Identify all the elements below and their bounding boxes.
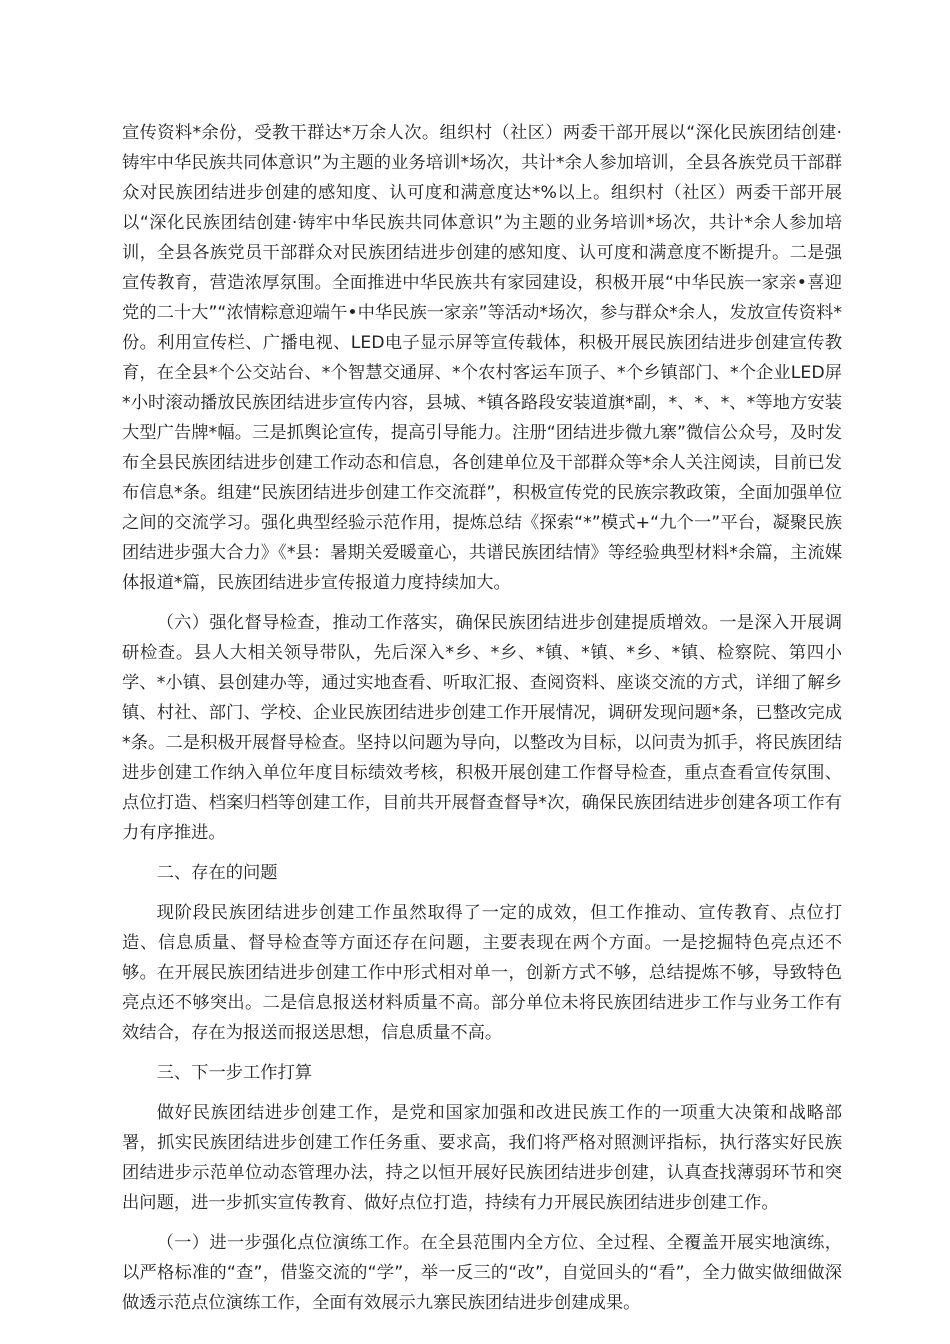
paragraph-problems: 现阶段民族团结进步创建工作虽然取得了一定的成效，但工作推动、宣传教育、点位打造、信息质量、督导检查等方面还存在问题，主要表现在两个方面。一是挖掘特色亮点还不够。在开展民族团结进步创建工作中形式相对单一，创新方式不够，总结提炼不够，导致特色亮点还不够突出。二是信息报送材料质量不高。部分单位未将民族团结进步工作与业务工作有效结合，存在为报送而报送思想，信息质量不高。: [122, 903, 842, 1043]
document-page: [122, 118, 842, 1328]
section-heading-next-steps: 三、下一步工作打算: [156, 1063, 313, 1083]
section-heading-problems: 二、存在的问题: [156, 863, 278, 883]
paragraph-supervision-inspection: （六）强化督导检查，推动工作落实，确保民族团结进步创建提质增效。一是深入开展调研检查。县人大相关领导带队，先后深入*乡、*乡、*镇、*镇、*乡、*镇、检察院、第四小学、*小镇、县创建办等，通过实地查看、听取汇报、查阅资料、座谈交流的方式，详细了解乡镇、村社、部门、学校、企业民族团结进步创建工作开展情况，调研发现问题*条，已整改完成*条。二是积极开展督导检查。坚持以问题为导向，以整改为目标，以问责为抓手，将民族团结进步创建工作纳入单位年度目标绩效考核，积极开展创建工作督导检查，重点查看宣传氛围、点位打造、档案归档等创建工作，目前共开展督查督导*次，确保民族团结进步创建各项工作有力有序推进。: [122, 613, 842, 843]
paragraph-drill-work: （一）进一步强化点位演练工作。在全县范围内全方位、全过程、全覆盖开展实地演练，以严格标准的“查”，借鉴交流的“学”，举一反三的“改”，自觉回头的“看”，全力做实做细做深做透示范点位演练工作，全面有效展示九寨民族团结进步创建成果。: [122, 1233, 842, 1313]
paragraph-propaganda-continued: 宣传资料*余份，受教干群达*万余人次。组织村（社区）两委干部开展以“深化民族团结创建·铸牢中华民族共同体意识”为主题的业务培训*场次，共计*余人参加培训，全县各族党员干部群众对民族团结进步创建的感知度、认可度和满意度达*%以上。组织村（社区）两委干部开展以“深化民族团结创建·铸牢中华民族共同体意识”为主题的业务培训*场次，共计*余人参加培训，全县各族党员干部群众对民族团结进步创建的感知度、认可度和满意度不断提升。二是强宣传教育，营造浓厚氛围。全面推进中华民族共有家园建设，积极开展“中华民族一家亲•喜迎党的二十大”“浓情粽意迎端午•中华民族一家亲”等活动*场次，参与群众*余人，发放宣传资料*份。利用宣传栏、广播电视、LED电子显示屏等宣传载体，积极开展民族团结进步创建宣传教育，在全县*个公交站台、*个智慧交通屏、*个农村客运车顶子、*个乡镇部门、*个企业LED屏*小时滚动播放民族团结进步宣传内容，县城、*镇各路段安装道旗*副，*、*、*、*等地方安装大型广告牌*幅。三是抓舆论宣传，提高引导能力。注册“团结进步微九寨”微信公众号，及时发布全县民族团结进步创建工作动态和信息，各创建单位及干部群众等*余人关注阅读，目前已发布信息*条。组建“民族团结进步创建工作交流群”，积极宣传党的民族宗教政策，全面加强单位之间的交流学习。强化典型经验示范作用，提炼总结《探索“*”模式+“九个一”平台，凝聚民族团结进步强大合力》《*县：暑期关爱暖童心，共谱民族团结情》等经验典型材料*余篇，主流媒体报道*篇，民族团结进步宣传报道力度持续加大。: [122, 123, 842, 593]
paragraph-next-steps: 做好民族团结进步创建工作，是党和国家加强和改进民族工作的一项重大决策和战略部署，抓实民族团结进步创建工作任务重、要求高，我们将严格对照测评指标，执行落实好民族团结进步示范单位动态管理办法，持之以恒开展好民族团结进步创建，认真查找薄弱环节和突出问题，进一步抓实宣传教育、做好点位打造，持续有力开展民族团结进步创建工作。: [122, 1103, 842, 1213]
